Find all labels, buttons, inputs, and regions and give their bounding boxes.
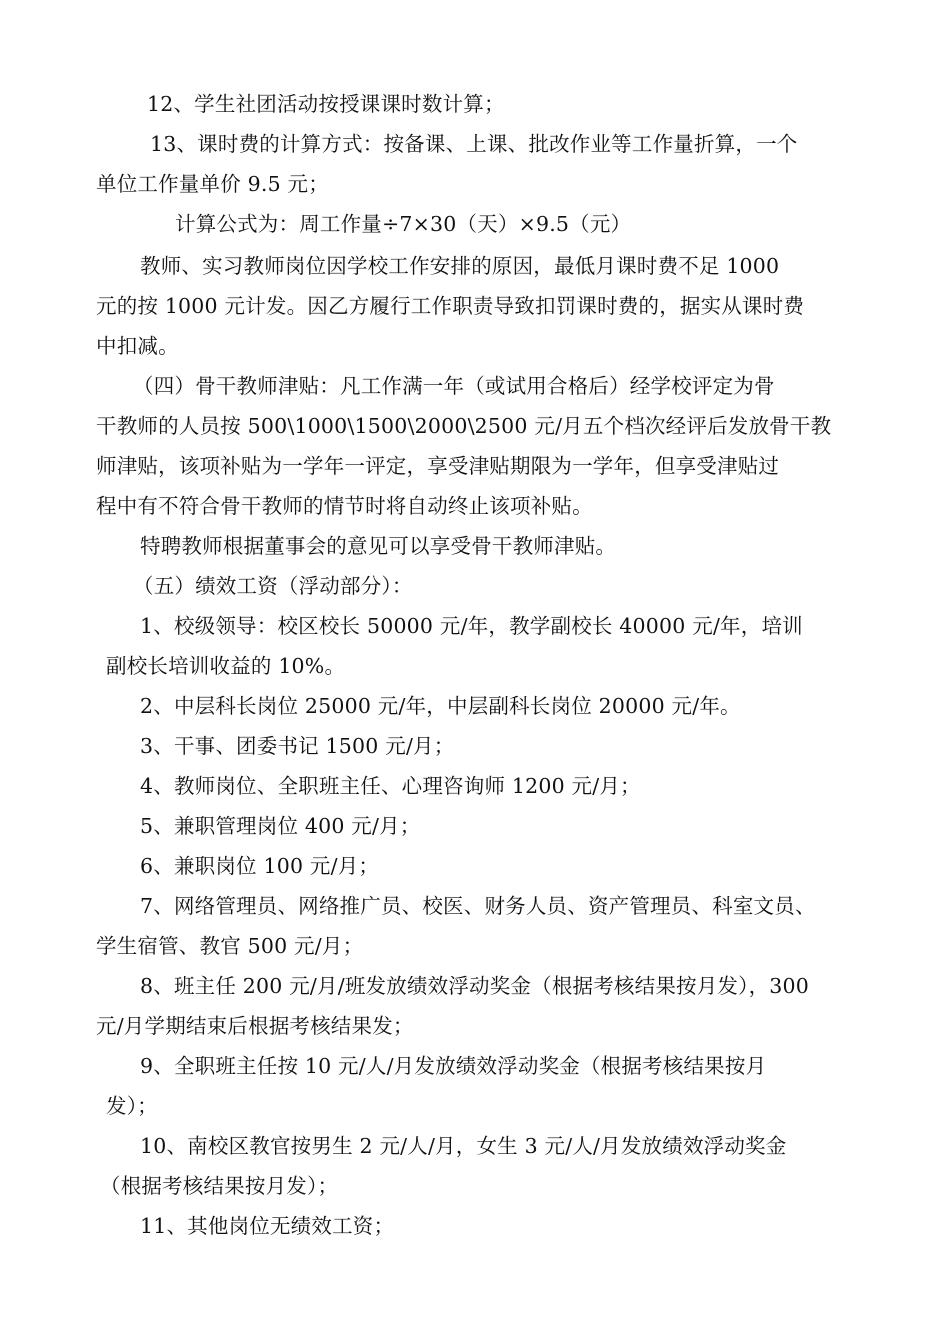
text-line-3: 单位工作量单价 9.5 元；	[96, 172, 329, 196]
section-four-heading: （四）骨干教师津贴：凡工作满一年（或试用合格后）经学校评定为骨	[133, 374, 775, 398]
list-item-8-cont: 元/月学期结束后根据考核结果发；	[96, 1014, 414, 1038]
list-item-3: 3、干事、团委书记 1500 元/月；	[140, 734, 455, 758]
text-line-2: 13、课时费的计算方式：按备课、上课、批改作业等工作量折算，一个	[150, 132, 798, 156]
list-item-8: 8、班主任 200 元/月/班发放绩效浮动奖金（根据考核结果按月发），300	[140, 974, 809, 998]
list-item-9-cont: 发）；	[106, 1094, 158, 1118]
text-line-9: 干教师的人员按 500\1000\1500\2000\2500 元/月五个档次经评后发放骨干教	[96, 414, 832, 438]
list-item-1: 1、校级领导：校区校长 50000 元/年，教学副校长 40000 元/年，培训	[140, 614, 803, 638]
text-line-7: 中扣减。	[96, 334, 179, 358]
text-line-10: 师津贴，该项补贴为一学年一评定，享受津贴期限为一学年，但享受津贴过	[96, 454, 780, 478]
list-item-2: 2、中层科长岗位 25000 元/年，中层副科长岗位 20000 元/年。	[140, 694, 741, 718]
formula-line: 计算公式为：周工作量÷7×30（天）×9.5（元）	[175, 212, 632, 236]
text-line-5: 教师、实习教师岗位因学校工作安排的原因，最低月课时费不足 1000	[140, 254, 780, 278]
list-item-7-cont: 学生宿管、教官 500 元/月；	[96, 934, 364, 958]
list-item-7: 7、网络管理员、网络推广员、校医、财务人员、资产管理员、科室文员、	[140, 894, 816, 918]
text-line-6: 元的按 1000 元计发。因乙方履行工作职责导致扣罚课时费的，据实从课时费	[96, 294, 805, 318]
list-item-10: 10、南校区教官按男生 2 元/人/月，女生 3 元/人/月发放绩效浮动奖金	[140, 1134, 787, 1158]
list-item-11: 11、其他岗位无绩效工资；	[140, 1214, 395, 1238]
list-item-4: 4、教师岗位、全职班主任、心理咨询师 1200 元/月；	[140, 774, 641, 798]
section-five-heading: （五）绩效工资（浮动部分）：	[133, 574, 413, 598]
list-item-1-cont: 副校长培训收益的 10%。	[106, 654, 346, 678]
text-line-12: 特聘教师根据董事会的意见可以享受骨干教师津贴。	[140, 534, 617, 558]
list-item-10-cont: （根据考核结果按月发）；	[100, 1174, 339, 1198]
list-item-9: 9、全职班主任按 10 元/人/月发放绩效浮动奖金（根据考核结果按月	[140, 1054, 767, 1078]
list-item-6: 6、兼职岗位 100 元/月；	[140, 854, 380, 878]
text-line-11: 程中有不符合骨干教师的情节时将自动终止该项补贴。	[96, 494, 593, 518]
text-line-1: 12、学生社团活动按授课课时数计算；	[147, 92, 505, 116]
list-item-5: 5、兼职管理岗位 400 元/月；	[140, 814, 421, 838]
